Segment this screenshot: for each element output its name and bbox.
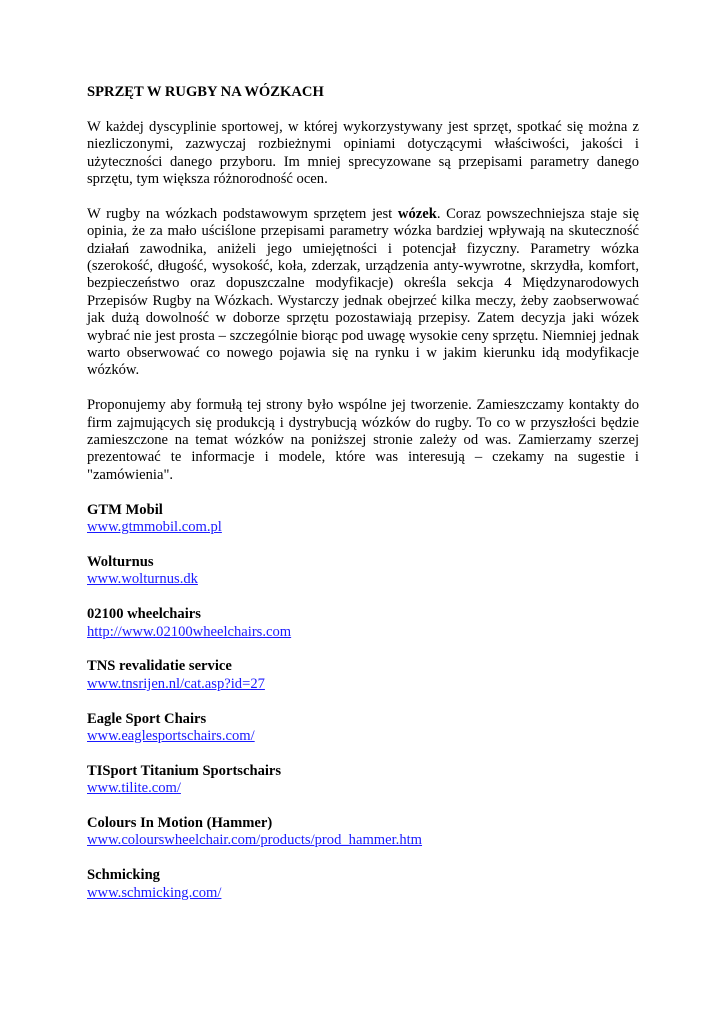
company-name: Schmicking [87,867,160,884]
company-entry-schmicking [87,867,639,902]
wheelchair-term: wózek [397,205,437,222]
company-entry-gtm-mobil [87,502,639,537]
company-entry-tns-revalidatie [87,658,639,693]
company-name: 02100 wheelchairs [87,606,201,623]
company-link[interactable]: www.wolturnus.dk [87,571,198,588]
page-title: SPRZĘT W RUGBY NA WÓZKACH [87,84,324,100]
intro-paragraph: W każdej dyscyplinie sportowej, w której wykorzystywany jest sprzęt, spotkać się można z niezliczonymi, zazwyczaj rozbieżnymi opiniami dotyczącymi właściwości, jakości i użyteczności danego przyboru. Im mniej sprecyzowane są przepisami parametry danego sprzętu, tym większa różnorodność ocen. [87,118,639,188]
document-page [87,84,639,919]
company-entry-wolturnus [87,554,639,589]
company-link[interactable]: www.tnsrijen.nl/cat.asp?id=27 [87,675,265,692]
company-name: Wolturnus [87,553,154,570]
company-name: TNS revalidatie service [87,658,232,675]
company-link[interactable]: www.eaglesportschairs.com/ [87,727,255,744]
company-name: GTM Mobil [87,501,163,518]
company-entry-02100-wheelchairs [87,606,639,641]
company-entry-tisport [87,763,639,798]
wheelchair-paragraph-rest: . Coraz powszechniejsza staje się opinia, że za mało uściślone przepisami parametry wózka bardziej wpływają na skuteczność działań zawodnika, aniżeli jego umiejętności i potencjał fizyczny. Parametry wózka (szerokość, długość, wysokość, koła, zderzak, urządzenia anty-wywrotne, skrzydła, komfort, bezpieczeństwo oraz dopuszczalne modyfikacje) określa sekcja 4 Międzynarodowych Przepisów Rugby na Wózkach. Wystarczy jednak obejrzeć kilka meczy, żeby zaobserwować jak dużą dowolność w doborze sprzętu pozostawiają przepisy. Zatem decyzja jaki wózek wybrać nie jest prosta – szczególnie biorąc pod uwagę wysokie ceny sprzętu. Niemniej jednak warto obserwować co nowego pojawia się na rynku i w jakim kierunku idą modyfikacje wózków. [87,205,639,379]
company-entry-colours-in-motion [87,815,639,850]
company-link[interactable]: www.colourswheelchair.com/products/prod_hammer.htm [87,832,423,849]
wheelchair-paragraph-start: W rugby na wózkach podstawowym sprzętem jest [87,205,398,222]
company-name: Colours In Motion (Hammer) [87,814,273,831]
proposal-paragraph: Proponujemy aby formułą tej strony było wspólne jej tworzenie. Zamieszczamy kontakty do firm zajmujących się produkcją i dystrybucją wózków do rugby. To co w przyszłości będzie zamieszczone na temat wózków na poniższej stronie zależy od was. Zamierzamy szerzej prezentować te informacje i modele, które was interesują – czekamy na sugestie i "zamówienia". [87,397,639,483]
company-link[interactable]: www.schmicking.com/ [87,884,222,901]
company-link[interactable]: http://www.02100wheelchairs.com [87,623,292,640]
company-entry-eagle-sport-chairs [87,711,639,746]
company-name: Eagle Sport Chairs [87,710,207,727]
company-name: TISport Titanium Sportschairs [87,762,282,779]
wheelchair-paragraph [87,206,639,380]
company-link[interactable]: www.tilite.com/ [87,780,181,797]
company-link[interactable]: www.gtmmobil.com.pl [87,519,222,536]
